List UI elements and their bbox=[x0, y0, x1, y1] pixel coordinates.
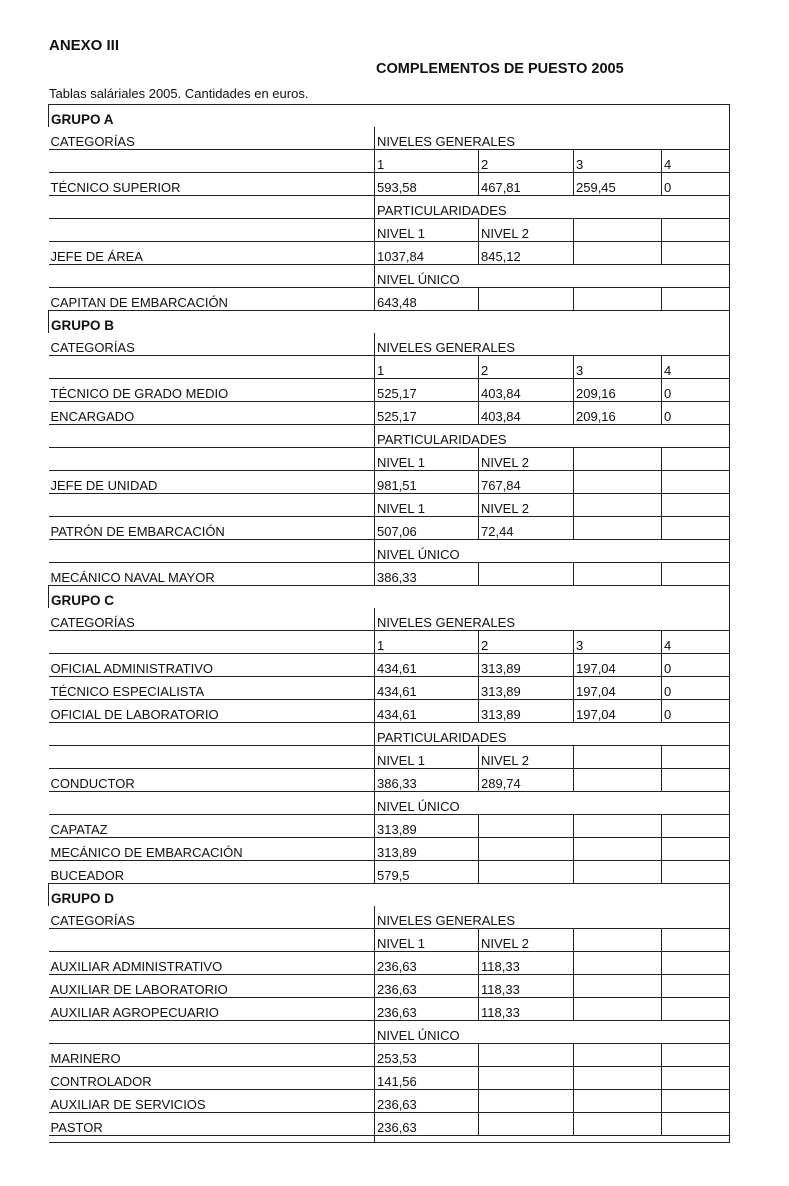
value-cell bbox=[662, 815, 730, 838]
value-cell bbox=[574, 929, 662, 952]
section-label: PARTICULARIDADES bbox=[375, 723, 730, 746]
category-label: MARINERO bbox=[49, 1044, 375, 1067]
value-cell bbox=[574, 861, 662, 884]
group-title: GRUPO D bbox=[49, 884, 730, 907]
category-label: OFICIAL DE LABORATORIO bbox=[49, 700, 375, 723]
section-label: NIVEL ÚNICO bbox=[375, 1021, 730, 1044]
value-cell bbox=[662, 998, 730, 1021]
value-cell bbox=[662, 494, 730, 517]
value-cell: 981,51 bbox=[375, 471, 479, 494]
group-title: GRUPO A bbox=[49, 105, 730, 128]
table-row bbox=[49, 379, 730, 402]
table-row bbox=[49, 540, 730, 563]
value-cell: 197,04 bbox=[574, 677, 662, 700]
category-label: CATEGORÍAS bbox=[49, 608, 375, 631]
table-row bbox=[49, 494, 730, 517]
value-cell: 0 bbox=[662, 379, 730, 402]
value-cell: NIVEL 2 bbox=[479, 219, 574, 242]
value-cell: 3 bbox=[574, 150, 662, 173]
category-label bbox=[49, 746, 375, 769]
table-row bbox=[49, 815, 730, 838]
value-cell bbox=[662, 288, 730, 311]
table-row bbox=[49, 265, 730, 288]
table-row bbox=[49, 746, 730, 769]
value-cell: 118,33 bbox=[479, 975, 574, 998]
table-row bbox=[49, 1067, 730, 1090]
value-cell bbox=[662, 1113, 730, 1136]
value-cell: 0 bbox=[662, 654, 730, 677]
value-cell bbox=[574, 1044, 662, 1067]
category-label bbox=[49, 631, 375, 654]
value-cell: 579,5 bbox=[375, 861, 479, 884]
table-row bbox=[49, 631, 730, 654]
section-label: NIVEL ÚNICO bbox=[375, 792, 730, 815]
value-cell bbox=[479, 1113, 574, 1136]
value-cell: 403,84 bbox=[479, 402, 574, 425]
value-cell: 209,16 bbox=[574, 379, 662, 402]
value-cell bbox=[574, 1067, 662, 1090]
value-cell: 2 bbox=[479, 150, 574, 173]
value-cell: 4 bbox=[662, 631, 730, 654]
group-header-row bbox=[49, 105, 730, 128]
category-label: ENCARGADO bbox=[49, 402, 375, 425]
category-label: TÉCNICO SUPERIOR bbox=[49, 173, 375, 196]
table-row bbox=[49, 769, 730, 792]
category-label bbox=[49, 929, 375, 952]
value-cell bbox=[662, 471, 730, 494]
category-label bbox=[49, 196, 375, 219]
category-label bbox=[49, 723, 375, 746]
table-row bbox=[49, 975, 730, 998]
value-cell: 434,61 bbox=[375, 654, 479, 677]
value-cell: 2 bbox=[479, 356, 574, 379]
category-label: CATEGORÍAS bbox=[49, 906, 375, 929]
category-label: OFICIAL ADMINISTRATIVO bbox=[49, 654, 375, 677]
category-label: TÉCNICO ESPECIALISTA bbox=[49, 677, 375, 700]
category-label: CATEGORÍAS bbox=[49, 333, 375, 356]
value-cell bbox=[574, 1113, 662, 1136]
table-row bbox=[49, 1090, 730, 1113]
category-label bbox=[49, 1021, 375, 1044]
value-cell: 1 bbox=[375, 150, 479, 173]
value-cell bbox=[574, 998, 662, 1021]
table-bottom-edge bbox=[49, 1136, 375, 1143]
value-cell: NIVEL 1 bbox=[375, 746, 479, 769]
value-cell: 386,33 bbox=[375, 769, 479, 792]
table-row bbox=[49, 677, 730, 700]
table-row bbox=[49, 356, 730, 379]
table-row bbox=[49, 723, 730, 746]
category-label bbox=[49, 792, 375, 815]
value-cell bbox=[479, 861, 574, 884]
value-cell: 0 bbox=[662, 402, 730, 425]
value-cell: 313,89 bbox=[479, 677, 574, 700]
value-cell bbox=[662, 746, 730, 769]
value-cell bbox=[574, 219, 662, 242]
table-bottom-rule bbox=[49, 1136, 730, 1143]
table-row bbox=[49, 425, 730, 448]
table-row bbox=[49, 1021, 730, 1044]
table-row bbox=[49, 700, 730, 723]
table-row bbox=[49, 838, 730, 861]
category-label: CONDUCTOR bbox=[49, 769, 375, 792]
category-label bbox=[49, 448, 375, 471]
group-title: GRUPO B bbox=[49, 311, 730, 334]
value-cell: 1037,84 bbox=[375, 242, 479, 265]
category-label bbox=[49, 425, 375, 448]
value-cell bbox=[574, 1090, 662, 1113]
value-cell: 236,63 bbox=[375, 975, 479, 998]
section-label: PARTICULARIDADES bbox=[375, 425, 730, 448]
value-cell bbox=[662, 1044, 730, 1067]
category-label: CAPITAN DE EMBARCACIÓN bbox=[49, 288, 375, 311]
value-cell: 141,56 bbox=[375, 1067, 479, 1090]
value-cell: 197,04 bbox=[574, 654, 662, 677]
value-cell: 2 bbox=[479, 631, 574, 654]
value-cell bbox=[574, 517, 662, 540]
annex-heading: ANEXO III bbox=[49, 37, 120, 54]
value-cell: 0 bbox=[662, 700, 730, 723]
table-row bbox=[49, 563, 730, 586]
value-cell: 197,04 bbox=[574, 700, 662, 723]
table-row bbox=[49, 127, 730, 150]
value-cell: 209,16 bbox=[574, 402, 662, 425]
category-label: CATEGORÍAS bbox=[49, 127, 375, 150]
value-cell: NIVEL 1 bbox=[375, 494, 479, 517]
value-cell bbox=[574, 471, 662, 494]
value-cell bbox=[574, 769, 662, 792]
value-cell: 118,33 bbox=[479, 998, 574, 1021]
value-cell: 0 bbox=[662, 677, 730, 700]
group-header-row bbox=[49, 311, 730, 334]
value-cell bbox=[574, 975, 662, 998]
value-cell: 767,84 bbox=[479, 471, 574, 494]
table-caption: Tablas saláriales 2005. Cantidades en euros. bbox=[49, 86, 309, 101]
table-row bbox=[49, 150, 730, 173]
value-cell: 434,61 bbox=[375, 677, 479, 700]
value-cell: 467,81 bbox=[479, 173, 574, 196]
table-row bbox=[49, 219, 730, 242]
value-cell bbox=[574, 242, 662, 265]
value-cell bbox=[662, 448, 730, 471]
table-row bbox=[49, 173, 730, 196]
category-label: AUXILIAR DE SERVICIOS bbox=[49, 1090, 375, 1113]
category-label: MECÁNICO NAVAL MAYOR bbox=[49, 563, 375, 586]
category-label: CAPATAZ bbox=[49, 815, 375, 838]
value-cell bbox=[662, 219, 730, 242]
table-row bbox=[49, 952, 730, 975]
section-label: NIVEL ÚNICO bbox=[375, 540, 730, 563]
value-cell: 118,33 bbox=[479, 952, 574, 975]
value-cell: 845,12 bbox=[479, 242, 574, 265]
value-cell: 313,89 bbox=[375, 815, 479, 838]
value-cell: NIVEL 1 bbox=[375, 929, 479, 952]
value-cell bbox=[574, 494, 662, 517]
category-label: CONTROLADOR bbox=[49, 1067, 375, 1090]
table-row bbox=[49, 654, 730, 677]
table-bottom-edge bbox=[375, 1136, 730, 1143]
category-label bbox=[49, 494, 375, 517]
table-row bbox=[49, 242, 730, 265]
table-row bbox=[49, 906, 730, 929]
category-label: BUCEADOR bbox=[49, 861, 375, 884]
value-cell bbox=[662, 1067, 730, 1090]
category-label bbox=[49, 219, 375, 242]
table-row bbox=[49, 608, 730, 631]
value-cell bbox=[662, 1090, 730, 1113]
value-cell: 525,17 bbox=[375, 402, 479, 425]
value-cell: 236,63 bbox=[375, 998, 479, 1021]
value-cell: 313,89 bbox=[479, 654, 574, 677]
value-cell: 259,45 bbox=[574, 173, 662, 196]
value-cell: 525,17 bbox=[375, 379, 479, 402]
value-cell: 236,63 bbox=[375, 1090, 479, 1113]
category-label: PATRÓN DE EMBARCACIÓN bbox=[49, 517, 375, 540]
table-row bbox=[49, 288, 730, 311]
value-cell bbox=[662, 929, 730, 952]
value-cell: NIVEL 1 bbox=[375, 448, 479, 471]
category-label: TÉCNICO DE GRADO MEDIO bbox=[49, 379, 375, 402]
value-cell bbox=[662, 838, 730, 861]
table-row bbox=[49, 861, 730, 884]
value-cell: 4 bbox=[662, 150, 730, 173]
table-row bbox=[49, 1113, 730, 1136]
value-cell: 236,63 bbox=[375, 952, 479, 975]
section-label: NIVELES GENERALES bbox=[375, 608, 730, 631]
section-label: NIVELES GENERALES bbox=[375, 127, 730, 150]
value-cell: 593,58 bbox=[375, 173, 479, 196]
value-cell bbox=[479, 1067, 574, 1090]
value-cell: 1 bbox=[375, 356, 479, 379]
table-row bbox=[49, 517, 730, 540]
value-cell bbox=[574, 746, 662, 769]
value-cell: 0 bbox=[662, 173, 730, 196]
table-row bbox=[49, 402, 730, 425]
value-cell bbox=[662, 861, 730, 884]
group-header-row bbox=[49, 586, 730, 609]
value-cell: 3 bbox=[574, 356, 662, 379]
category-label bbox=[49, 265, 375, 288]
section-label: NIVELES GENERALES bbox=[375, 333, 730, 356]
value-cell bbox=[479, 1044, 574, 1067]
category-label: AUXILIAR ADMINISTRATIVO bbox=[49, 952, 375, 975]
value-cell: 1 bbox=[375, 631, 479, 654]
value-cell bbox=[574, 815, 662, 838]
group-title: GRUPO C bbox=[49, 586, 730, 609]
category-label: AUXILIAR DE LABORATORIO bbox=[49, 975, 375, 998]
value-cell bbox=[662, 975, 730, 998]
value-cell: 236,63 bbox=[375, 1113, 479, 1136]
category-label: MECÁNICO DE EMBARCACIÓN bbox=[49, 838, 375, 861]
table-row bbox=[49, 1044, 730, 1067]
category-label: AUXILIAR AGROPECUARIO bbox=[49, 998, 375, 1021]
value-cell bbox=[662, 952, 730, 975]
section-label: NIVEL ÚNICO bbox=[375, 265, 730, 288]
table-row bbox=[49, 196, 730, 219]
value-cell: 507,06 bbox=[375, 517, 479, 540]
category-label bbox=[49, 150, 375, 173]
value-cell bbox=[479, 815, 574, 838]
value-cell bbox=[574, 838, 662, 861]
value-cell: 3 bbox=[574, 631, 662, 654]
category-label bbox=[49, 540, 375, 563]
value-cell: 289,74 bbox=[479, 769, 574, 792]
value-cell bbox=[479, 288, 574, 311]
value-cell: 72,44 bbox=[479, 517, 574, 540]
salary-table-body bbox=[49, 105, 730, 1143]
value-cell bbox=[662, 563, 730, 586]
value-cell: 434,61 bbox=[375, 700, 479, 723]
value-cell bbox=[574, 952, 662, 975]
value-cell bbox=[574, 448, 662, 471]
category-label bbox=[49, 356, 375, 379]
value-cell bbox=[479, 1090, 574, 1113]
table-row bbox=[49, 929, 730, 952]
document-title: COMPLEMENTOS DE PUESTO 2005 bbox=[376, 61, 624, 77]
value-cell: NIVEL 2 bbox=[479, 929, 574, 952]
value-cell: NIVEL 1 bbox=[375, 219, 479, 242]
value-cell bbox=[479, 838, 574, 861]
value-cell: 403,84 bbox=[479, 379, 574, 402]
value-cell bbox=[662, 242, 730, 265]
value-cell: NIVEL 2 bbox=[479, 494, 574, 517]
value-cell bbox=[574, 288, 662, 311]
value-cell: NIVEL 2 bbox=[479, 448, 574, 471]
value-cell: 253,53 bbox=[375, 1044, 479, 1067]
category-label: PASTOR bbox=[49, 1113, 375, 1136]
table-row bbox=[49, 333, 730, 356]
value-cell: 643,48 bbox=[375, 288, 479, 311]
section-label: PARTICULARIDADES bbox=[375, 196, 730, 219]
value-cell: NIVEL 2 bbox=[479, 746, 574, 769]
table-row bbox=[49, 471, 730, 494]
group-header-row bbox=[49, 884, 730, 907]
value-cell: 313,89 bbox=[479, 700, 574, 723]
table-row bbox=[49, 448, 730, 471]
value-cell bbox=[574, 563, 662, 586]
table-row bbox=[49, 792, 730, 815]
value-cell: 4 bbox=[662, 356, 730, 379]
value-cell: 313,89 bbox=[375, 838, 479, 861]
category-label: JEFE DE UNIDAD bbox=[49, 471, 375, 494]
category-label: JEFE DE ÁREA bbox=[49, 242, 375, 265]
section-label: NIVELES GENERALES bbox=[375, 906, 730, 929]
value-cell bbox=[479, 563, 574, 586]
value-cell bbox=[662, 769, 730, 792]
salary-table bbox=[48, 104, 730, 1143]
value-cell bbox=[662, 517, 730, 540]
table-row bbox=[49, 998, 730, 1021]
value-cell: 386,33 bbox=[375, 563, 479, 586]
